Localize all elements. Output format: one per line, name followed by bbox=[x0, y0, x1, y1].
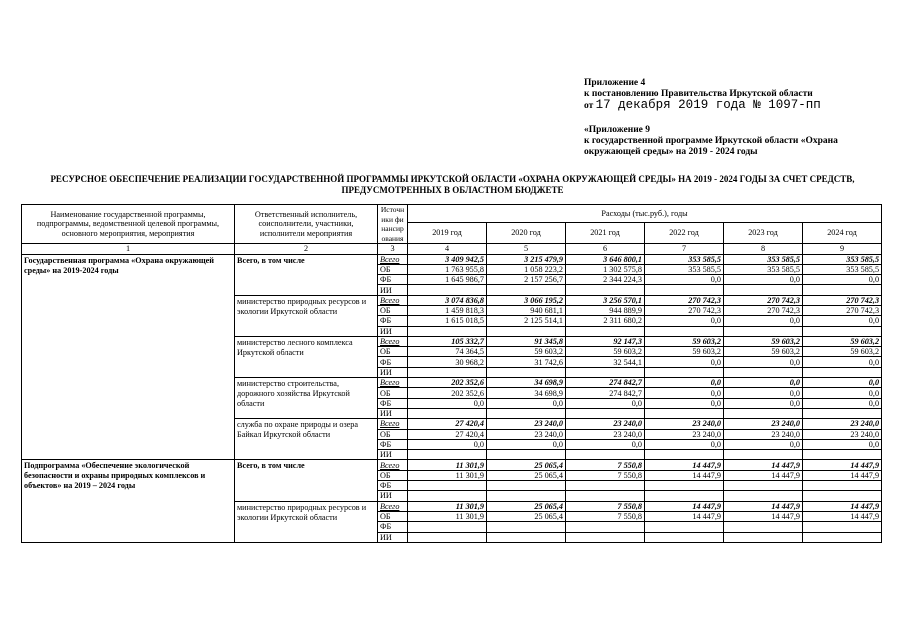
column-index: 3 bbox=[378, 244, 408, 255]
value-cell: 3 646 800,1 bbox=[566, 254, 645, 264]
value-cell bbox=[408, 367, 487, 377]
program-name-cell: Подпрограмма «Обеспечение экологической безопасности и охраны природных комплексов и объектов» на 2019 – 2024 годы bbox=[22, 460, 235, 542]
header-name: Наименование государственной программы, подпрограммы, ведомственной целевой программы, основного мероприятия, мероприятия bbox=[22, 205, 235, 244]
title-line-2: ПРЕДУСМОТРЕННЫХ В ОБЛАСТНОМ БЮДЖЕТЕ bbox=[341, 185, 564, 195]
value-cell: 7 550,8 bbox=[566, 501, 645, 511]
value-cell: 105 332,7 bbox=[408, 336, 487, 346]
value-cell: 2 311 680,2 bbox=[566, 316, 645, 326]
value-cell: 23 240,0 bbox=[803, 419, 882, 429]
value-cell: 59 603,2 bbox=[803, 336, 882, 346]
column-index: 8 bbox=[724, 244, 803, 255]
header-year: 2021 год bbox=[566, 223, 645, 244]
value-cell bbox=[566, 326, 645, 336]
value-cell bbox=[408, 326, 487, 336]
value-cell: 270 742,3 bbox=[803, 295, 882, 305]
value-cell: 11 301,9 bbox=[408, 511, 487, 521]
executor-cell: министерство строительства, дорожного хозяйства Иркутской области bbox=[235, 378, 378, 419]
value-cell: 0,0 bbox=[724, 275, 803, 285]
source-cell: ФБ bbox=[378, 357, 408, 367]
value-cell bbox=[566, 408, 645, 418]
value-cell: 34 698,9 bbox=[487, 388, 566, 398]
value-cell: 1 763 955,8 bbox=[408, 264, 487, 274]
value-cell bbox=[408, 285, 487, 295]
value-cell bbox=[487, 408, 566, 418]
value-cell: 34 698,9 bbox=[487, 378, 566, 388]
value-cell: 0,0 bbox=[645, 357, 724, 367]
value-cell: 0,0 bbox=[645, 439, 724, 449]
value-cell: 59 603,2 bbox=[724, 347, 803, 357]
value-cell: 0,0 bbox=[803, 439, 882, 449]
value-cell: 14 447,9 bbox=[645, 460, 724, 470]
value-cell: 0,0 bbox=[724, 398, 803, 408]
date-prefix: от bbox=[584, 101, 594, 111]
column-index: 7 bbox=[645, 244, 724, 255]
source-cell: Всего bbox=[378, 460, 408, 470]
value-cell bbox=[566, 491, 645, 501]
value-cell bbox=[645, 408, 724, 418]
column-index: 6 bbox=[566, 244, 645, 255]
value-cell: 353 585,5 bbox=[724, 254, 803, 264]
value-cell bbox=[803, 285, 882, 295]
value-cell: 32 544,1 bbox=[566, 357, 645, 367]
value-cell bbox=[645, 522, 724, 532]
source-cell: ФБ bbox=[378, 398, 408, 408]
value-cell: 0,0 bbox=[408, 439, 487, 449]
program-appendix-ref-2: окружающей среды» на 2019 - 2024 годы bbox=[584, 147, 758, 157]
source-cell: ОБ bbox=[378, 470, 408, 480]
value-cell: 59 603,2 bbox=[645, 336, 724, 346]
value-cell: 7 550,8 bbox=[566, 470, 645, 480]
value-cell: 270 742,3 bbox=[724, 295, 803, 305]
value-cell bbox=[803, 450, 882, 460]
value-cell bbox=[487, 450, 566, 460]
program-appendix-header bbox=[584, 125, 838, 158]
value-cell: 30 968,2 bbox=[408, 357, 487, 367]
value-cell: 0,0 bbox=[645, 398, 724, 408]
executor-cell: Всего, в том числе bbox=[235, 254, 378, 295]
header-source: Источники финансирования bbox=[378, 205, 408, 244]
value-cell: 59 603,2 bbox=[803, 347, 882, 357]
value-cell: 25 065,4 bbox=[487, 511, 566, 521]
value-cell bbox=[487, 481, 566, 491]
appendix-number: Приложение 4 bbox=[584, 78, 646, 88]
executor-cell: Всего, в том числе bbox=[235, 460, 378, 501]
value-cell: 14 447,9 bbox=[803, 501, 882, 511]
value-cell: 0,0 bbox=[803, 275, 882, 285]
source-cell: ФБ bbox=[378, 316, 408, 326]
value-cell: 0,0 bbox=[803, 378, 882, 388]
value-cell: 59 603,2 bbox=[645, 347, 724, 357]
value-cell: 23 240,0 bbox=[724, 429, 803, 439]
source-cell: ОБ bbox=[378, 511, 408, 521]
source-cell: ИИ bbox=[378, 367, 408, 377]
value-cell: 0,0 bbox=[566, 398, 645, 408]
value-cell: 25 065,4 bbox=[487, 501, 566, 511]
value-cell bbox=[645, 367, 724, 377]
source-cell: Всего bbox=[378, 419, 408, 429]
source-cell: ИИ bbox=[378, 408, 408, 418]
value-cell: 353 585,5 bbox=[645, 264, 724, 274]
value-cell bbox=[487, 285, 566, 295]
source-cell: ОБ bbox=[378, 305, 408, 315]
column-index: 1 bbox=[22, 244, 235, 255]
value-cell: 0,0 bbox=[566, 439, 645, 449]
source-cell: ФБ bbox=[378, 275, 408, 285]
value-cell: 2 125 514,1 bbox=[487, 316, 566, 326]
value-cell: 14 447,9 bbox=[803, 470, 882, 480]
header-year: 2022 год bbox=[645, 223, 724, 244]
source-cell: ОБ bbox=[378, 388, 408, 398]
source-cell: ОБ bbox=[378, 264, 408, 274]
value-cell: 0,0 bbox=[803, 398, 882, 408]
value-cell bbox=[645, 285, 724, 295]
value-cell bbox=[408, 450, 487, 460]
program-appendix-ref-1: к государственной программе Иркутской области «Охрана bbox=[584, 136, 838, 146]
resource-table bbox=[21, 204, 882, 543]
source-cell: Всего bbox=[378, 336, 408, 346]
value-cell bbox=[645, 532, 724, 542]
value-cell: 2 157 256,7 bbox=[487, 275, 566, 285]
value-cell: 31 742,6 bbox=[487, 357, 566, 367]
value-cell bbox=[645, 326, 724, 336]
value-cell bbox=[487, 532, 566, 542]
value-cell bbox=[487, 367, 566, 377]
value-cell: 92 147,3 bbox=[566, 336, 645, 346]
value-cell: 11 301,9 bbox=[408, 470, 487, 480]
value-cell bbox=[566, 450, 645, 460]
value-cell: 274 842,7 bbox=[566, 378, 645, 388]
value-cell bbox=[724, 450, 803, 460]
value-cell bbox=[487, 522, 566, 532]
value-cell bbox=[645, 481, 724, 491]
value-cell: 202 352,6 bbox=[408, 378, 487, 388]
value-cell: 14 447,9 bbox=[724, 460, 803, 470]
value-cell: 23 240,0 bbox=[803, 429, 882, 439]
value-cell bbox=[724, 522, 803, 532]
column-index: 9 bbox=[803, 244, 882, 255]
executor-cell: министерство лесного комплекса Иркутской области bbox=[235, 336, 378, 377]
value-cell bbox=[803, 522, 882, 532]
value-cell bbox=[487, 326, 566, 336]
source-cell: Всего bbox=[378, 254, 408, 264]
value-cell: 59 603,2 bbox=[724, 336, 803, 346]
value-cell: 25 065,4 bbox=[487, 460, 566, 470]
executor-cell: министерство природных ресурсов и экологии Иркутской области bbox=[235, 501, 378, 542]
value-cell bbox=[724, 481, 803, 491]
value-cell: 270 742,3 bbox=[803, 305, 882, 315]
value-cell: 23 240,0 bbox=[645, 429, 724, 439]
value-cell: 353 585,5 bbox=[645, 254, 724, 264]
column-index: 5 bbox=[487, 244, 566, 255]
header-expenses: Расходы (тыс.руб.), годы bbox=[408, 205, 882, 223]
value-cell: 0,0 bbox=[487, 398, 566, 408]
value-cell bbox=[803, 532, 882, 542]
value-cell bbox=[408, 532, 487, 542]
value-cell: 2 344 224,3 bbox=[566, 275, 645, 285]
value-cell: 27 420,4 bbox=[408, 429, 487, 439]
value-cell: 0,0 bbox=[645, 275, 724, 285]
column-index: 4 bbox=[408, 244, 487, 255]
value-cell bbox=[408, 522, 487, 532]
source-cell: ИИ bbox=[378, 450, 408, 460]
value-cell bbox=[724, 326, 803, 336]
value-cell: 23 240,0 bbox=[645, 419, 724, 429]
value-cell: 3 409 942,5 bbox=[408, 254, 487, 264]
source-cell: ИИ bbox=[378, 532, 408, 542]
value-cell: 11 301,9 bbox=[408, 501, 487, 511]
value-cell bbox=[724, 367, 803, 377]
value-cell: 0,0 bbox=[724, 388, 803, 398]
value-cell: 3 074 836,8 bbox=[408, 295, 487, 305]
value-cell bbox=[566, 367, 645, 377]
value-cell bbox=[645, 450, 724, 460]
program-name-cell: Государственная программа «Охрана окружающей среды» на 2019-2024 годы bbox=[22, 254, 235, 460]
value-cell bbox=[408, 491, 487, 501]
value-cell: 0,0 bbox=[645, 316, 724, 326]
value-cell: 91 345,8 bbox=[487, 336, 566, 346]
header-executor: Ответственный исполнитель, соисполнители, участники, исполнители мероприятия bbox=[235, 205, 378, 244]
value-cell: 270 742,3 bbox=[724, 305, 803, 315]
value-cell: 1 645 986,7 bbox=[408, 275, 487, 285]
source-cell: ФБ bbox=[378, 481, 408, 491]
table-row bbox=[22, 254, 882, 264]
value-cell: 274 842,7 bbox=[566, 388, 645, 398]
value-cell: 74 364,5 bbox=[408, 347, 487, 357]
value-cell: 1 302 575,8 bbox=[566, 264, 645, 274]
value-cell: 353 585,5 bbox=[803, 264, 882, 274]
value-cell: 11 301,9 bbox=[408, 460, 487, 470]
value-cell: 353 585,5 bbox=[803, 254, 882, 264]
value-cell bbox=[487, 491, 566, 501]
value-cell bbox=[408, 481, 487, 491]
table-body bbox=[22, 254, 882, 542]
value-cell: 3 215 479,9 bbox=[487, 254, 566, 264]
value-cell: 1 615 018,5 bbox=[408, 316, 487, 326]
value-cell: 0,0 bbox=[803, 388, 882, 398]
value-cell: 940 681,1 bbox=[487, 305, 566, 315]
value-cell: 353 585,5 bbox=[724, 264, 803, 274]
appendix-date-line bbox=[584, 100, 821, 112]
program-appendix-number: «Приложение 9 bbox=[584, 125, 651, 135]
value-cell bbox=[566, 285, 645, 295]
value-cell bbox=[724, 408, 803, 418]
value-cell: 14 447,9 bbox=[803, 511, 882, 521]
value-cell bbox=[803, 491, 882, 501]
value-cell: 23 240,0 bbox=[487, 429, 566, 439]
value-cell bbox=[724, 532, 803, 542]
value-cell: 23 240,0 bbox=[566, 429, 645, 439]
source-cell: ФБ bbox=[378, 439, 408, 449]
value-cell bbox=[566, 481, 645, 491]
executor-cell: министерство природных ресурсов и экологии Иркутской области bbox=[235, 295, 378, 336]
executor-cell: служба по охране природы и озера Байкал Иркутской области bbox=[235, 419, 378, 460]
decree-date-number: 17 декабря 2019 года № 1097-пп bbox=[595, 98, 821, 112]
value-cell: 27 420,4 bbox=[408, 419, 487, 429]
value-cell bbox=[724, 285, 803, 295]
source-cell: Всего bbox=[378, 378, 408, 388]
header-year: 2019 год bbox=[408, 223, 487, 244]
appendix-ref: к постановлению Правительства Иркутской области bbox=[584, 89, 813, 99]
value-cell: 14 447,9 bbox=[724, 470, 803, 480]
value-cell: 23 240,0 bbox=[724, 419, 803, 429]
value-cell: 23 240,0 bbox=[566, 419, 645, 429]
value-cell bbox=[803, 408, 882, 418]
value-cell bbox=[408, 408, 487, 418]
value-cell: 202 352,6 bbox=[408, 388, 487, 398]
value-cell: 0,0 bbox=[724, 357, 803, 367]
value-cell: 7 550,8 bbox=[566, 460, 645, 470]
value-cell: 0,0 bbox=[645, 378, 724, 388]
column-index: 2 bbox=[235, 244, 378, 255]
source-cell: Всего bbox=[378, 295, 408, 305]
header-year: 2024 год bbox=[803, 223, 882, 244]
source-cell: ОБ bbox=[378, 347, 408, 357]
value-cell: 23 240,0 bbox=[487, 419, 566, 429]
value-cell: 0,0 bbox=[724, 439, 803, 449]
value-cell: 59 603,2 bbox=[487, 347, 566, 357]
value-cell: 7 550,8 bbox=[566, 511, 645, 521]
value-cell bbox=[803, 367, 882, 377]
source-cell: Всего bbox=[378, 501, 408, 511]
header-year: 2020 год bbox=[487, 223, 566, 244]
value-cell: 270 742,3 bbox=[645, 295, 724, 305]
value-cell bbox=[724, 491, 803, 501]
value-cell bbox=[803, 481, 882, 491]
value-cell: 14 447,9 bbox=[724, 501, 803, 511]
source-cell: ОБ bbox=[378, 429, 408, 439]
value-cell: 59 603,2 bbox=[566, 347, 645, 357]
value-cell: 1 058 223,2 bbox=[487, 264, 566, 274]
appendix-header bbox=[584, 78, 821, 112]
value-cell bbox=[645, 491, 724, 501]
value-cell: 0,0 bbox=[408, 398, 487, 408]
source-cell: ИИ bbox=[378, 491, 408, 501]
value-cell: 0,0 bbox=[487, 439, 566, 449]
value-cell bbox=[803, 326, 882, 336]
value-cell: 14 447,9 bbox=[645, 470, 724, 480]
value-cell: 14 447,9 bbox=[803, 460, 882, 470]
value-cell: 3 256 570,1 bbox=[566, 295, 645, 305]
source-cell: ИИ bbox=[378, 285, 408, 295]
value-cell: 0,0 bbox=[803, 357, 882, 367]
value-cell bbox=[566, 522, 645, 532]
value-cell: 0,0 bbox=[724, 316, 803, 326]
value-cell: 0,0 bbox=[803, 316, 882, 326]
document-title bbox=[20, 174, 885, 196]
source-cell: ИИ bbox=[378, 326, 408, 336]
value-cell: 14 447,9 bbox=[645, 511, 724, 521]
value-cell: 0,0 bbox=[724, 378, 803, 388]
value-cell: 1 459 818,3 bbox=[408, 305, 487, 315]
title-line-1: РЕСУРСНОЕ ОБЕСПЕЧЕНИЕ РЕАЛИЗАЦИИ ГОСУДАРСТВЕННОЙ ПРОГРАММЫ ИРКУТСКОЙ ОБЛАСТИ «ОХРАНА ОКРУЖАЮЩЕЙ СРЕДЫ» НА 2019 - 2024 ГОДЫ ЗА СЧЕТ СРЕДСТВ, bbox=[50, 174, 855, 184]
table-row bbox=[22, 460, 882, 470]
value-cell: 14 447,9 bbox=[645, 501, 724, 511]
value-cell: 25 065,4 bbox=[487, 470, 566, 480]
value-cell: 944 889,9 bbox=[566, 305, 645, 315]
value-cell: 270 742,3 bbox=[645, 305, 724, 315]
value-cell bbox=[566, 532, 645, 542]
header-year: 2023 год bbox=[724, 223, 803, 244]
value-cell: 3 066 195,2 bbox=[487, 295, 566, 305]
value-cell: 14 447,9 bbox=[724, 511, 803, 521]
source-cell: ФБ bbox=[378, 522, 408, 532]
value-cell: 0,0 bbox=[645, 388, 724, 398]
